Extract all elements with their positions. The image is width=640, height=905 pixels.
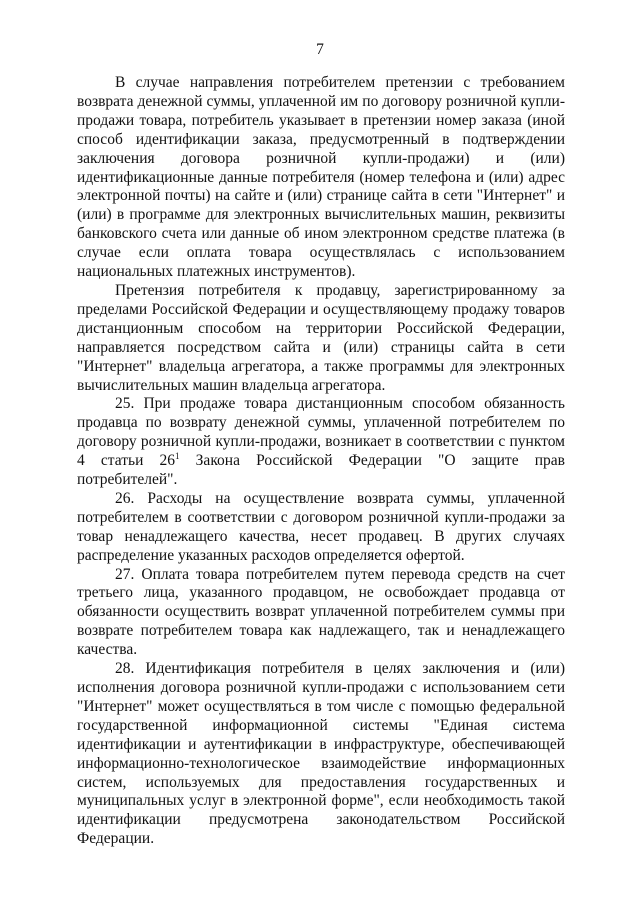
paragraph-claim-foreign-seller: Претензия потребителя к продавцу, зарегистрированному за пределами Российской Федерации и осуществляющему продажу товаров дистанционным способом на территории Российской Федерации, направляется посредством сайта и (или) страницы сайта в сети "Интернет" владельца агрегатора, а также программы для электронных вычислительных машин владельца агрегатора. <box>77 281 565 394</box>
document-body <box>77 74 565 849</box>
page-number: 7 <box>316 41 324 58</box>
item-27: 27. Оплата товара потребителем путем перевода средств на счет третьего лица, указанного продавцом, не освобождает продавца от обязанности осуществить возврат уплаченной потребителем суммы при возврате потребителем товара как надлежащего, так и ненадлежащего качества. <box>77 565 565 659</box>
item-25-superscript: 1 <box>175 450 180 461</box>
item-25-text: 25. При продаже товара дистанционным способом обязанность продавца по возврату денежной суммы, уплаченной потребителем по договору розничной купли-продажи, возникает в соответствии с пунктом 4 статьи 26 <box>77 395 565 470</box>
item-26: 26. Расходы на осуществление возврата суммы, уплаченной потребителем в соответствии с договором розничной купли-продажи за товар ненадлежащего качества, несет продавец. В других случаях распределение указанных расходов определяется офертой. <box>77 489 565 564</box>
item-25-text-end: Закона Российской Федерации "О защите прав потребителей". <box>77 452 565 489</box>
paragraph-claim-refund: В случае направления потребителем претензии с требованием возврата денежной суммы, уплаченной им по договору розничной купли-продажи товара, потребитель указывает в претензии номер заказа (иной способ идентификации заказа, предусмотренный в подтверждении заключения договора розничной купли-продажи) и (или) идентификационные данные потребителя (номер телефона и (или) адрес электронной почты) на сайте и (или) странице сайта в сети "Интернет" и (или) в программе для электронных вычислительных машин, реквизиты банковского счета или данные об ином электронном средстве платежа (в случае если оплата товара осуществлялась с использованием национальных платежных инструментов). <box>77 74 565 281</box>
item-25 <box>77 395 565 490</box>
item-28: 28. Идентификация потребителя в целях заключения и (или) исполнения договора розничной купли-продажи с использованием сети "Интернет" может осуществляться в том числе с помощью федеральной государственной информационной системы "Единая система идентификации и аутентификации в инфраструктуре, обеспечивающей информационно-технологическое взаимодействие информационных систем, используемых для предоставления государственных и муниципальных услуг в электронной форме", если необходимость такой идентификации предусмотрена законодательством Российской Федерации. <box>77 660 565 848</box>
